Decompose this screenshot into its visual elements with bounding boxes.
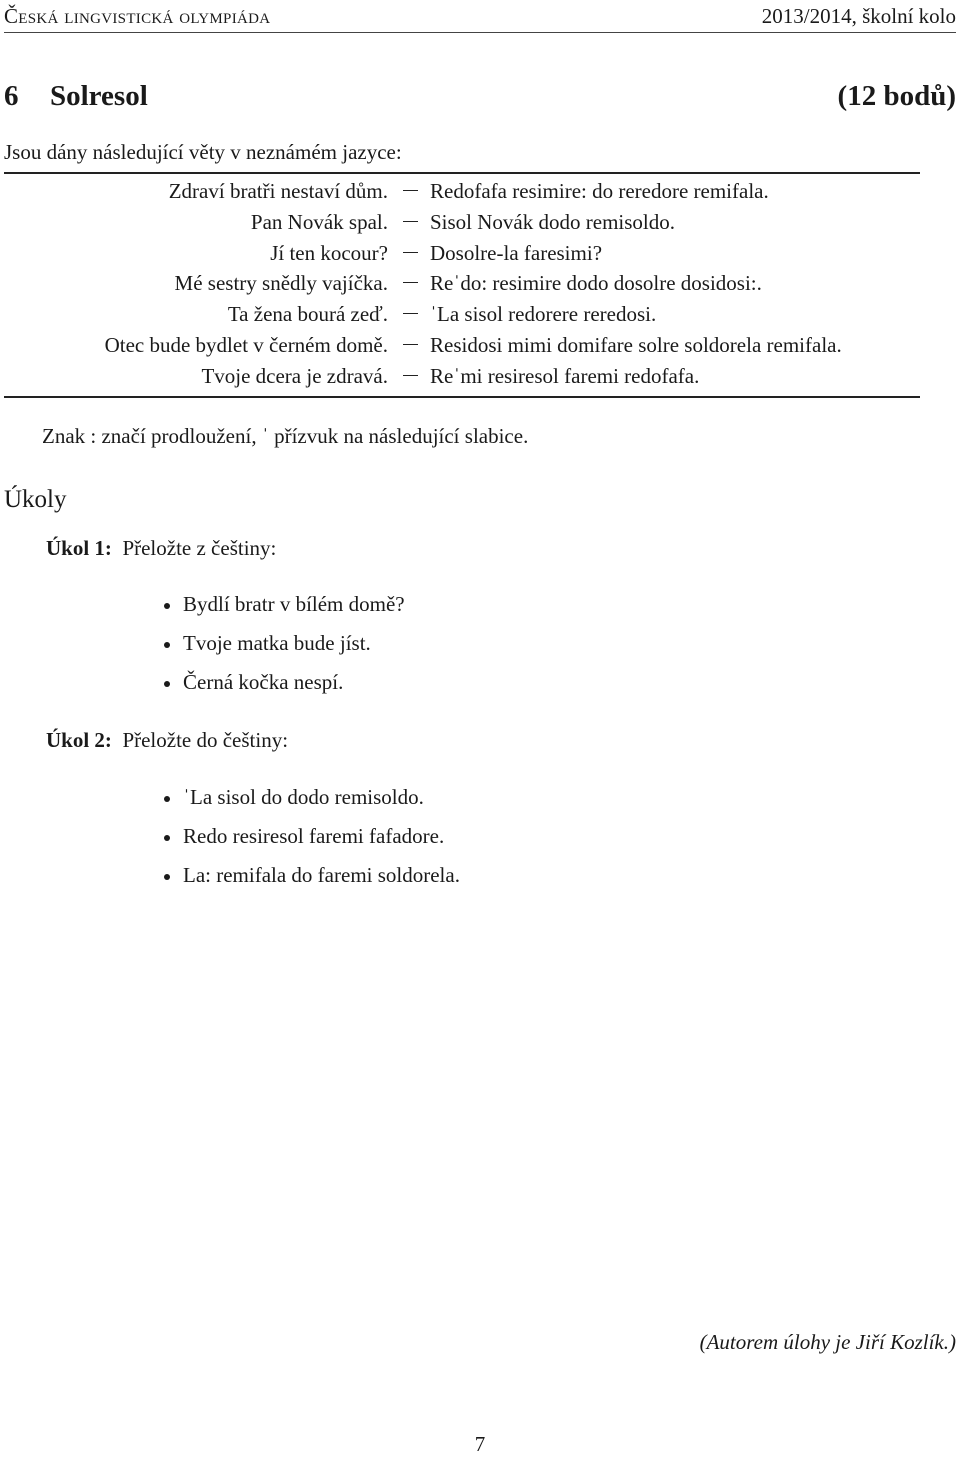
list-item-text: La: remifala do faremi soldorela. (183, 863, 460, 887)
header-round: 2013/2014, školní kolo (761, 4, 956, 28)
problem-title (4, 80, 148, 113)
tasks-heading: Úkoly (4, 486, 67, 513)
header-rule (4, 32, 956, 33)
bullet-icon (164, 874, 170, 880)
czech-sentence: Ta žena bourá zeď. (227, 302, 388, 327)
foreign-sentence: Reˈdo: resimire dodo dosolre dosidosi:. (430, 271, 762, 296)
task-2-list (160, 785, 460, 902)
author-credit: (Autorem úlohy je Jiří Kozlík.) (699, 1330, 956, 1354)
list-item (160, 670, 405, 709)
bullet-icon (164, 603, 170, 609)
table-row (0, 207, 960, 238)
problem-points: (12 bodů) (837, 80, 956, 112)
dash-separator (403, 375, 418, 376)
foreign-sentence: Redofafa resimire: do reredore remifala. (430, 179, 769, 203)
sentence-table (0, 176, 960, 392)
czech-sentence: Zdraví bratři nestaví dům. (168, 179, 388, 203)
intro-text: Jsou dány následující věty v neznámém jazyce: (4, 140, 402, 164)
czech-sentence: Tvoje dcera je zdravá. (201, 363, 388, 388)
task-2-instruction: Přeložte do češtiny: (122, 728, 289, 752)
foreign-sentence: ˈLa sisol redorere reredosi. (430, 302, 657, 327)
foreign-sentence: Residosi mimi domifare solre soldorela remifala. (430, 332, 842, 357)
foreign-sentence: Reˈmi resiresol faremi redofafa. (430, 363, 700, 388)
header-competition-name: Česká lingvistická olympiáda (4, 4, 271, 28)
task-1-heading (46, 536, 276, 561)
notation-note: Znak : značí prodloužení, ˈ přízvuk na následující slabice. (42, 424, 529, 448)
czech-sentence: Pan Novák spal. (250, 209, 388, 234)
task-1-list (160, 592, 405, 709)
czech-sentence: Otec bude bydlet v černém domě. (104, 332, 388, 357)
list-item (160, 863, 460, 902)
task-1-label: Úkol 1: (46, 536, 112, 560)
task-2-heading (46, 728, 288, 753)
table-row (0, 238, 960, 269)
dash-separator (403, 313, 418, 314)
bullet-icon (164, 835, 170, 841)
table-row (0, 330, 960, 361)
list-item (160, 592, 405, 631)
list-item-text: Černá kočka nespí. (183, 670, 344, 694)
table-bottom-rule (4, 396, 920, 398)
dash-separator (403, 282, 418, 283)
page-number: 7 (474, 1432, 486, 1456)
task-2-label: Úkol 2: (46, 728, 112, 752)
list-item (160, 631, 405, 670)
list-item-text: ˈLa sisol do dodo remisoldo. (183, 785, 424, 809)
table-top-rule (4, 172, 920, 174)
problem-name: Solresol (50, 80, 148, 112)
dash-separator (403, 252, 418, 253)
list-item-text: Bydlí bratr v bílém domě? (183, 592, 405, 616)
list-item (160, 824, 460, 863)
czech-sentence: Mé sestry snědly vajíčka. (174, 271, 388, 296)
dash-separator (403, 344, 418, 345)
dash-separator (403, 190, 418, 191)
problem-number: 6 (4, 80, 19, 112)
bullet-icon (164, 681, 170, 687)
bullet-icon (164, 796, 170, 802)
list-item-text: Redo resiresol faremi fafadore. (183, 824, 445, 848)
table-row (0, 176, 960, 207)
table-row (0, 361, 960, 392)
bullet-icon (164, 642, 170, 648)
dash-separator (403, 221, 418, 222)
foreign-sentence: Dosolre-la faresimi? (430, 240, 603, 265)
table-row (0, 268, 960, 299)
foreign-sentence: Sisol Novák dodo remisoldo. (430, 209, 675, 234)
czech-sentence: Jí ten kocour? (270, 240, 388, 265)
list-item-text: Tvoje matka bude jíst. (183, 631, 371, 655)
list-item (160, 785, 460, 824)
table-row (0, 299, 960, 330)
task-1-instruction: Přeložte z češtiny: (122, 536, 277, 560)
